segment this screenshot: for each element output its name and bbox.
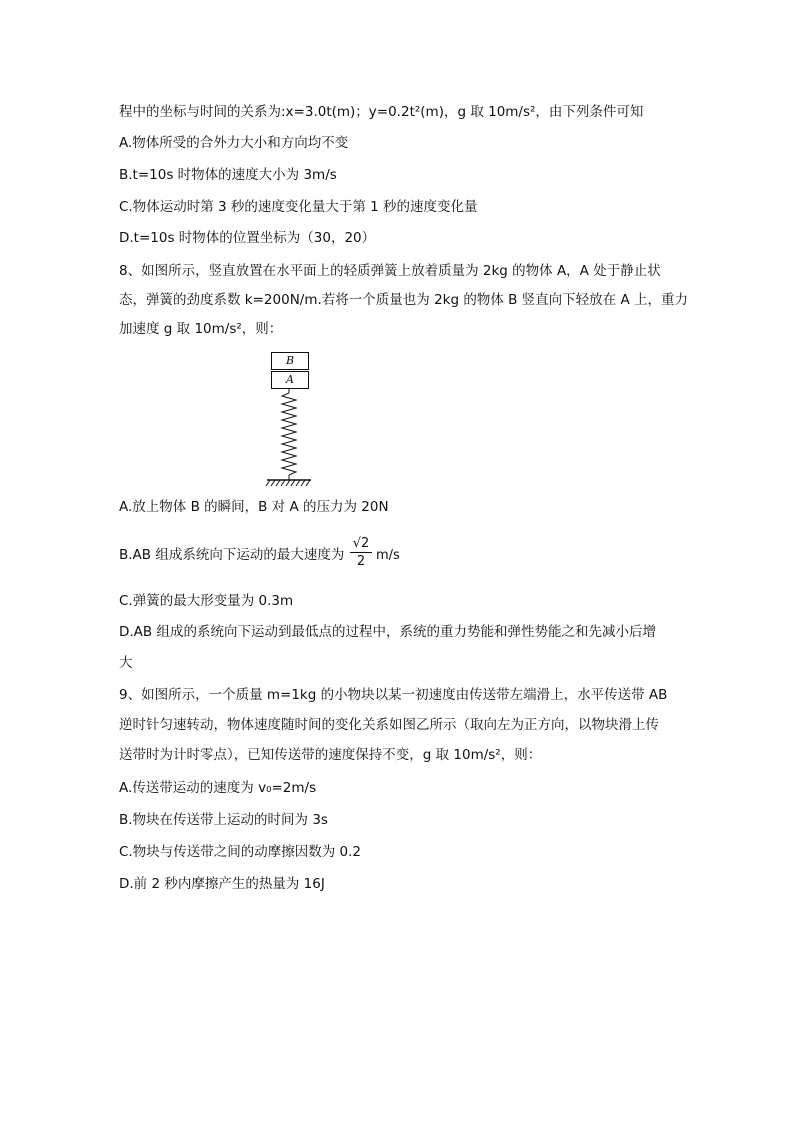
fraction-denominator: 2 — [356, 554, 366, 569]
q8-stem-line-3: 加速度 g 取 10m/s²，则： — [119, 321, 283, 337]
q9-stem-line-2: 逆时针匀速转动，物体速度随时间的变化关系如图乙所示（取向左为正方向，以物块滑上传 — [119, 717, 659, 733]
q8-option-c: C.弹簧的最大形变量为 0.3m — [119, 593, 294, 609]
q9-option-a: A.传送带运动的速度为 v₀=2m/s — [119, 780, 317, 796]
q8-option-b-unit: m/s — [376, 548, 400, 563]
fraction-numerator: √2 — [350, 536, 372, 553]
q8-stem-line-1: 8、如图所示，竖直放置在水平面上的轻质弹簧上放着质量为 2kg 的物体 A，A 处于静止状 — [119, 263, 661, 279]
q9-option-d: D.前 2 秒内摩擦产生的热量为 16J — [119, 876, 325, 892]
q7-option-c: C.物体运动时第 3 秒的速度变化量大于第 1 秒的速度变化量 — [119, 199, 478, 215]
q8-option-d-line-1: D.AB 组成的系统向下运动到最低点的过程中，系统的重力势能和弹性势能之和先减小后增 — [119, 624, 656, 640]
q7-option-a: A.物体所受的合外力大小和方向均不变 — [119, 135, 349, 151]
block-b: B — [271, 352, 309, 370]
q9-stem-line-3: 送带时为计时零点），已知传送带的速度保持不变，g 取 10m/s²，则： — [119, 747, 542, 763]
q8-option-d-line-2: 大 — [119, 655, 133, 671]
q8-option-b-prefix: B.AB 组成系统向下运动的最大速度为 — [119, 547, 345, 563]
q8-option-b-fraction — [350, 536, 372, 569]
block-a: A — [271, 371, 309, 389]
q7-option-d: D.t=10s 时物体的位置坐标为（30，20） — [119, 230, 376, 246]
spring-block-diagram — [262, 350, 322, 492]
q8-option-a: A.放上物体 B 的瞬间，B 对 A 的压力为 20N — [119, 499, 389, 515]
q7-option-b: B.t=10s 时物体的速度大小为 3m/s — [119, 167, 337, 183]
spring-drawing — [262, 350, 322, 492]
q7-stem-tail: 程中的坐标与时间的关系为:x=3.0t(m)；y=0.2t²(m)，g 取 10m/s²，由下列条件可知 — [119, 104, 644, 120]
q9-option-b: B.物块在传送带上运动的时间为 3s — [119, 812, 328, 828]
q8-stem-line-2: 态，弹簧的劲度系数 k=200N/m.若将一个质量也为 2kg 的物体 B 竖直向下轻放在 A 上，重力 — [119, 292, 688, 308]
ground-hatching — [266, 480, 310, 486]
q9-option-c: C.物块与传送带之间的动摩擦因数为 0.2 — [119, 844, 361, 860]
q9-stem-line-1: 9、如图所示，一个质量 m=1kg 的小物块以某一初速度由传送带左端滑上，水平传送带 AB — [119, 687, 668, 703]
spring-coil — [282, 393, 296, 475]
